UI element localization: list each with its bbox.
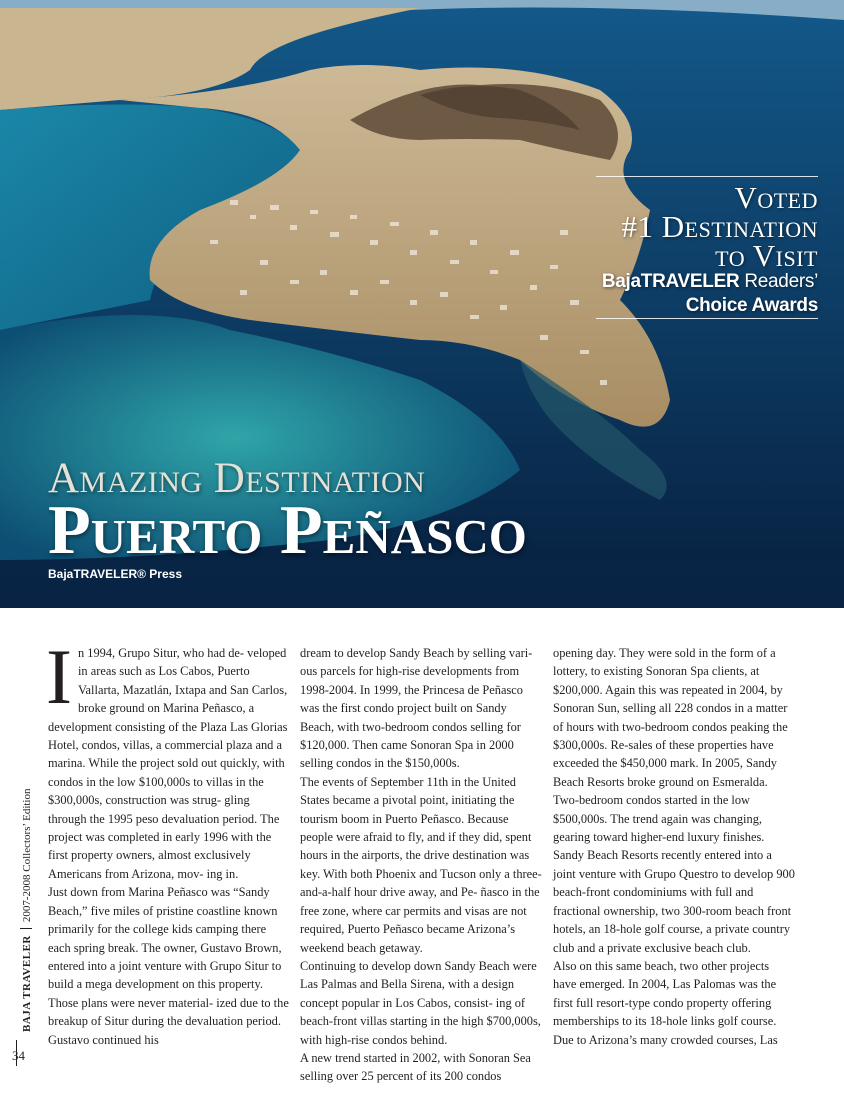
paragraph: Continuing to develop down Sandy Beach were Las Palmas and Bella Sirena, with a design concept popular in Los Cabos, consist- ing of beach-front villas starting in the high $700,000s, with high-rise condos behind. (300, 958, 541, 1047)
side-rail (20, 772, 36, 1032)
rail-edition: 2007-2008 Collectors’ Edition (21, 788, 33, 923)
award-source (596, 270, 818, 294)
award-brand: BajaTRAVELER (601, 271, 740, 292)
drop-cap: I (46, 633, 72, 720)
rail-divider (20, 928, 32, 929)
article-byline: BajaTRAVELER® Press (48, 567, 182, 581)
article-column-3 (553, 644, 795, 1049)
paragraph: opening day. They were sold in the form of a lottery, to existing Sonoran Spa clients, at $200,000. Again this was repeated in 2004, by Sonoran Sun, selling all 228 condos in a matter of hours with two-bedroom condos peaking the $300,000s. Re-sales of these properties have exceeded the $450,000 mark. In 2005, Sandy Beach Resorts broke ground on Esmeralda. Two-bedroom condos started in the low $500,000s. The trend again was changing, gearing toward higher-end luxury finishes. (553, 646, 788, 845)
paragraph: Sandy Beach Resorts recently entered into a joint venture with Grupo Questro to develop 900 beach-front condominiums with full and fractional ownership, two 300-room beach front hotels, an 18-hole golf course, a private country club and a private exclusive beach club. (553, 848, 795, 955)
rail-brand: BAJA TRAVELER (21, 935, 33, 1032)
award-to-visit: to Visit (715, 238, 818, 273)
award-callout (596, 176, 818, 319)
article-title: Puerto Peñasco (48, 492, 527, 569)
paragraph: A new trend started in 2002, with Sonoran Sea selling over 25 percent of its 200 condos (300, 1050, 531, 1084)
paragraph: The events of September 11th in the United States became a pivotal point, initiating the tourism boom in Puerto Peñasco. Because people were afraid to fly, and if they did, spent hours in the airports, the drive destination was key. With both Phoenix and Tucson only a three-and-a-half hour drive away, and Pe- ñasco in the free zone, where car permits and visas are not required, Puerto Peñasco became Arizona’s weekend beach getaway. (300, 774, 542, 955)
paragraph: Just down from Marina Peñasco was “Sandy Beach,” five miles of pristine coastline known primarily for the college kids camping there each spring break. The owner, Gustavo Brown, entered into a joint venture with Grupo Situr to build a mega development on this property. Those plans were never material- ized due to the breakup of Situr during the devaluation period. Gustavo continued his (48, 885, 289, 1047)
award-destination: #1 Destination (621, 209, 818, 244)
award-choice: Choice Awards (685, 295, 818, 316)
award-readers: Readers’ (739, 271, 818, 292)
article-column-1 (46, 633, 290, 1049)
paragraph: Also on this same beach, two other projects have emerged. In 2004, Las Palomas was the first full resort-type condo property offering memberships to its 18-hole links golf course. Due to Arizona’s many crowded courses, Las (553, 958, 778, 1047)
paragraph: dream to develop Sandy Beach by selling vari- ous parcels for high-rise developments from 1998-2004. In 1999, the Princesa de Peñasco was the first condo project built on Sandy Beach, with two-bedroom condos selling for $120,000. Then came Sonoran Spa in 2000 selling condos in the $150,000s. (300, 646, 533, 771)
page-number: 34 (12, 1048, 25, 1063)
paragraph: n 1994, Grupo Situr, who had de- veloped in areas such as Los Cabos, Puerto Vallarta, Mazatlán, Ixtapa and San Carlos, broke ground on Marina Peñasco, a development consisting of the Plaza Las Glorias Hotel, condos, villas, a commercial plaza and a marina. While the project sold out quickly, with condos in the low $100,000s to villas in the $300,000s, construction was strug- gling through the 1995 peso devaluation period. The project was completed in early 1996 with the first property owners, almost exclusively Americans from Arizona, mov- ing in. (48, 646, 288, 881)
article-column-2 (300, 644, 542, 1086)
article-kicker: Amazing Destination (48, 455, 426, 502)
award-voted: Voted (734, 180, 818, 215)
